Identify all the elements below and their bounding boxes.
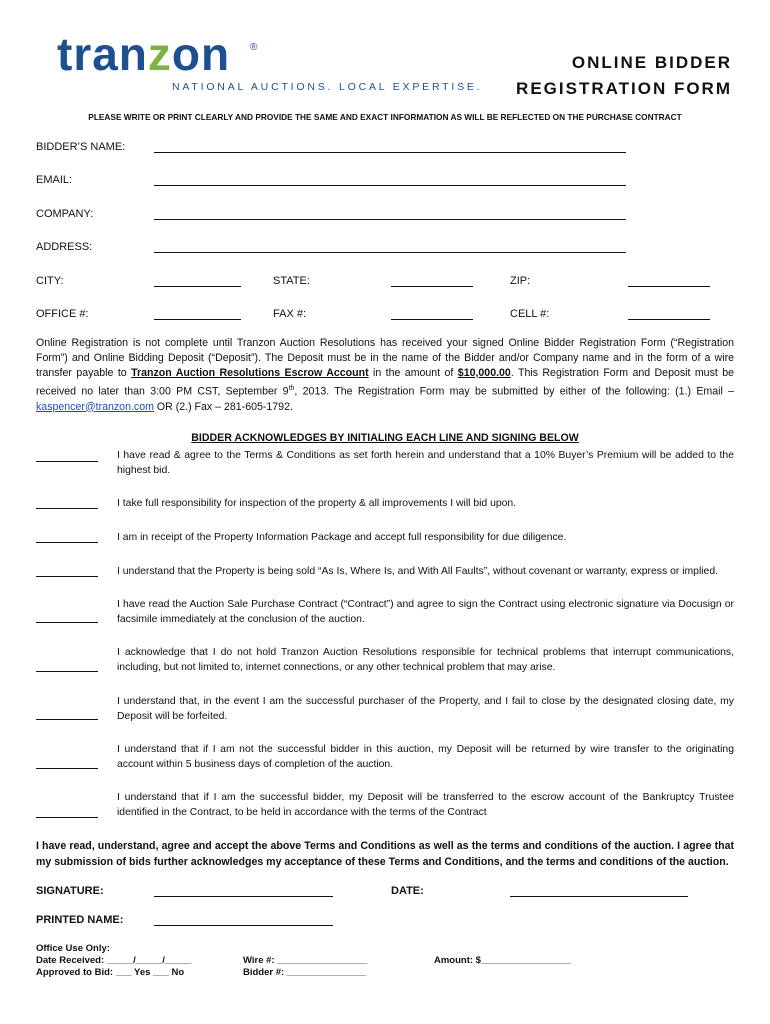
printed-name-label: PRINTED NAME: [36,914,124,926]
ack-item-7: I understand that, in the event I am the successful purchaser of the Property, and I fail to close by the designated closing date, my Deposit will be forfeited. [117,696,734,722]
bidders-name-field[interactable] [154,152,626,153]
initial-line-8[interactable] [36,768,98,769]
reg-text-5: OR (2.) Fax – 281-605-1792. [153,400,293,413]
logo-prefix: tran [57,28,148,80]
ack-item-1: I have read & agree to the Terms & Conditions as set forth herein and understand that a 10% Buyer’s Premium will be added to the highest bid. [117,450,734,476]
logo-suffix: on [171,28,231,80]
tranzon-logo [57,30,230,78]
form-title [470,50,732,102]
initial-line-7[interactable] [36,719,98,720]
cell-label: CELL #: [510,308,550,320]
reg-text-4: , 2013. The Registration Form may be submitted by either of the following: (1.) Email – [294,385,734,398]
date-label: DATE: [391,885,424,897]
initial-line-4[interactable] [36,576,98,577]
company-field[interactable] [154,219,626,220]
email-label: EMAIL: [36,174,73,186]
initial-line-2[interactable] [36,508,98,509]
submission-email-link[interactable]: kaspencer@tranzon.com [36,400,154,413]
logo-z: z [147,28,172,80]
reg-sup: th [288,385,295,392]
reg-text-3: . This Registration Form and Deposit must be received no later than 3:00 PM CST, September 9 [36,367,734,398]
date-field[interactable] [510,896,688,897]
zip-field[interactable] [628,286,710,287]
deposit-amount: $10,000.00 [457,367,511,379]
form-title-line1: ONLINE BIDDER [571,53,732,72]
cell-field[interactable] [628,319,710,320]
ack-item-4: I understand that the Property is being sold “As Is, Where Is, and With All Faults”, without covenant or warranty, express or implied. [117,566,719,577]
reg-text-2: in the amount of [368,367,458,379]
escrow-account: Tranzon Auction Resolutions Escrow Account [131,367,369,379]
signature-label: SIGNATURE: [36,885,104,897]
initial-line-1[interactable] [36,461,98,462]
initial-line-9[interactable] [36,817,98,818]
city-field[interactable] [154,286,241,287]
state-label: STATE: [273,275,310,287]
city-label: CITY: [36,275,64,287]
ack-item-6: I acknowledge that I do not hold Tranzon Auction Resolutions responsible for technical problems that interrupt communications, including, but not limited to, internet connections, or any other technical problem that may arise. [117,647,734,673]
instruction-notice: PLEASE WRITE OR PRINT CLEARLY AND PROVIDE THE SAME AND EXACT INFORMATION AS WILL BE REFLECTED ON THE PURCHASE CONTRACT [88,112,682,122]
initial-line-3[interactable] [36,542,98,543]
ack-item-2: I take full responsibility for inspection of the property & all improvements I will bid upon. [117,498,517,509]
email-field[interactable] [154,185,626,186]
ack-item-3: I am in receipt of the Property Information Package and accept full responsibility for due diligence. [117,532,567,543]
zip-label: ZIP: [510,275,531,287]
ack-item-8: I understand that if I am not the successful bidder in this auction, my Deposit will be returned by wire transfer to the originating account within 5 business days of completion of the auction. [117,744,734,770]
fax-field[interactable] [391,319,473,320]
registered-mark: ® [250,42,258,53]
office-field[interactable] [154,319,241,320]
date-received: Date Received: _____/_____/_____ [36,955,192,966]
fax-label: FAX #: [273,308,307,320]
office-label: OFFICE #: [36,308,89,320]
bidder-number: Bidder #: _______________ [243,967,367,978]
office-use-heading: Office Use Only: [36,943,110,954]
ack-item-9: I understand that if I am the successful bidder, my Deposit will be transferred to the escrow account of the Bankruptcy Trustee identified in the Contract, to be held in accordance with the terms of the Contract [117,792,734,818]
state-field[interactable] [391,286,473,287]
address-label: ADDRESS: [36,241,93,253]
ack-heading: BIDDER ACKNOWLEDGES BY INITIALING EACH LINE AND SIGNING BELOW [191,432,579,444]
printed-name-field[interactable] [154,925,333,926]
bidders-name-label: BIDDER’S NAME: [36,141,126,153]
wire-number: Wire #: _________________ [243,955,368,966]
approved-to-bid: Approved to Bid: ___ Yes ___ No [36,967,185,978]
form-title-line2: REGISTRATION FORM [516,79,732,98]
registration-paragraph [36,336,734,415]
final-statement: I have read, understand, agree and accept the above Terms and Conditions as well as the terms and conditions of the auction. I agree that my submission of bids further acknowledges my acceptance of these Terms and Conditions, and the terms and conditions of the auction. [36,840,734,868]
initial-line-6[interactable] [36,671,98,672]
address-field[interactable] [154,252,626,253]
signature-field[interactable] [154,896,333,897]
company-label: COMPANY: [36,208,94,220]
reg-text-1: Online Registration is not complete until Tranzon Auction Resolutions has received your signed Online Bidder Registration Form (“Registration Form”) and Online Bidding Deposit (“Deposit”). The Deposit must be in the name of the Bidder and/or Company name and in the form of a wire transfer payable to [36,337,734,379]
logo-tagline: NATIONAL AUCTIONS. LOCAL EXPERTISE. [172,81,483,93]
ack-item-5: I have read the Auction Sale Purchase Contract (“Contract”) and agree to sign the Contract using electronic signature via Docusign or facsimile immediately at the conclusion of the auction. [117,599,734,625]
amount-field: Amount: $_________________ [434,955,571,966]
initial-line-5[interactable] [36,622,98,623]
